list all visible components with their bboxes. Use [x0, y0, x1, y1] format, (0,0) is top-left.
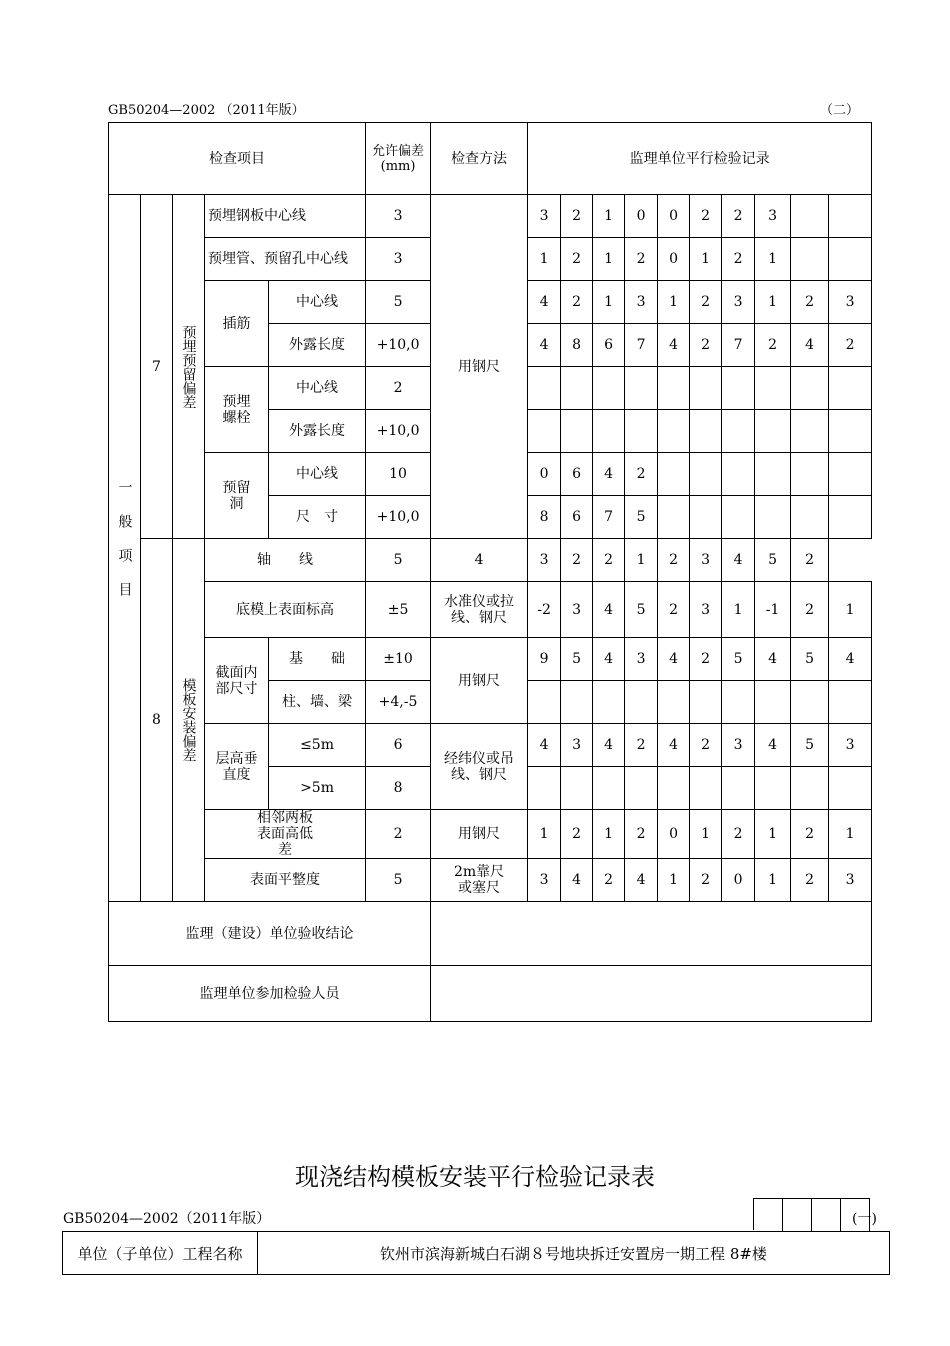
record-cell: 1: [690, 238, 722, 281]
record-cell: [791, 767, 829, 810]
record-cell: 3: [561, 724, 593, 767]
record-cell: [658, 367, 690, 410]
record-cell: [528, 367, 561, 410]
record-cell: 4: [593, 582, 625, 638]
standard-code-bottom: GB50204—2002（2011年版）: [63, 1211, 271, 1227]
conclusion-row: [109, 902, 872, 966]
record-cell: 2: [791, 810, 829, 859]
row-name: ≤5m: [269, 724, 366, 767]
record-cell: 4: [528, 324, 561, 367]
record-cell: [690, 681, 722, 724]
record-cell: 2: [722, 195, 755, 238]
number-box[interactable]: [783, 1198, 812, 1231]
number-box[interactable]: [754, 1198, 783, 1231]
record-cell: [755, 681, 791, 724]
record-cell: [791, 496, 829, 539]
record-cell: 7: [722, 324, 755, 367]
row-tolerance: +10,0: [366, 324, 431, 367]
record-cell: 1: [625, 539, 658, 582]
record-cell: 4: [829, 638, 872, 681]
record-cell: [593, 681, 625, 724]
record-cell: 4: [593, 724, 625, 767]
table-row: [109, 195, 872, 238]
record-cell: [625, 367, 658, 410]
record-cell: [722, 453, 755, 496]
record-cell: [625, 681, 658, 724]
record-cell: 1: [690, 810, 722, 859]
inspection-table: [108, 122, 872, 1022]
record-cell: [658, 410, 690, 453]
record-cell: 2: [690, 638, 722, 681]
record-cell: [690, 367, 722, 410]
personnel-row: [109, 966, 872, 1022]
table-row: [109, 810, 872, 859]
row-name: 尺 寸: [269, 496, 366, 539]
row-tolerance: 5: [366, 281, 431, 324]
record-cell: [593, 410, 625, 453]
record-cell: [722, 496, 755, 539]
row-name: 外露长度: [269, 324, 366, 367]
general-items-label: 一般项目: [109, 195, 141, 902]
record-cell: [722, 681, 755, 724]
record-cell: 2: [791, 859, 829, 902]
record-cell: 2: [690, 859, 722, 902]
record-cell: 4: [658, 324, 690, 367]
record-cell: 9: [528, 638, 561, 681]
row-group: 预留洞: [205, 453, 269, 539]
record-cell: 3: [528, 859, 561, 902]
record-cell: [658, 681, 690, 724]
table-row: [109, 638, 872, 681]
record-cell: 4: [658, 724, 690, 767]
record-cell: 2: [690, 281, 722, 324]
row-name: >5m: [269, 767, 366, 810]
record-cell: 4: [791, 324, 829, 367]
record-cell: 2: [561, 238, 593, 281]
record-cell: 5: [625, 496, 658, 539]
record-cell: 4: [658, 638, 690, 681]
record-cell: 2: [561, 539, 593, 582]
section-number: 7: [141, 195, 173, 539]
record-cell: [755, 767, 791, 810]
record-cell: 6: [561, 453, 593, 496]
personnel-label: 监理单位参加检验人员: [109, 966, 431, 1022]
record-cell: 6: [593, 324, 625, 367]
record-cell: 3: [722, 281, 755, 324]
record-cell: 6: [561, 496, 593, 539]
row-tolerance: 8: [366, 767, 431, 810]
record-cell: [528, 410, 561, 453]
record-cell: [561, 767, 593, 810]
row-method: 经纬仪或吊线、钢尺: [431, 724, 528, 810]
record-cell: 8: [561, 324, 593, 367]
header-row: [109, 123, 872, 195]
row-method: 2m靠尺或塞尺: [431, 859, 528, 902]
record-cell: 5: [722, 638, 755, 681]
record-cell: 7: [593, 496, 625, 539]
row-tolerance: 3: [366, 195, 431, 238]
record-cell: 2: [625, 238, 658, 281]
record-cell: [791, 367, 829, 410]
conclusion-label: 监理（建设）单位验收结论: [109, 902, 431, 966]
record-cell: 2: [690, 724, 722, 767]
record-cell: [625, 767, 658, 810]
record-cell: 2: [690, 324, 722, 367]
record-cell: 1: [528, 238, 561, 281]
table-row: [109, 539, 872, 582]
record-cell: 4: [431, 539, 528, 582]
row-group: 层高垂直度: [205, 724, 269, 810]
row-name: 底模上表面标高: [205, 582, 366, 638]
row-group: 插筋: [205, 281, 269, 367]
record-cell: [791, 681, 829, 724]
unit-name-value: 钦州市滨海新城白石湖８号地块拆迁安置房一期工程 8#楼: [258, 1232, 890, 1275]
header-item: 检查项目: [109, 123, 366, 195]
header-method: 检查方法: [431, 123, 528, 195]
record-cell: 4: [528, 281, 561, 324]
record-cell: 1: [658, 281, 690, 324]
record-cell: 4: [722, 539, 755, 582]
record-cell: 2: [658, 582, 690, 638]
record-cell: 4: [528, 724, 561, 767]
record-cell: 3: [690, 582, 722, 638]
record-cell: [722, 767, 755, 810]
record-cell: 5: [755, 539, 791, 582]
record-cell: 3: [722, 724, 755, 767]
record-cell: -1: [755, 582, 791, 638]
record-cell: [829, 410, 872, 453]
row-name: 柱、墙、梁: [269, 681, 366, 724]
record-cell: [658, 767, 690, 810]
record-cell: 1: [755, 810, 791, 859]
record-cell: 3: [528, 195, 561, 238]
record-cell: 1: [755, 238, 791, 281]
record-cell: 3: [690, 539, 722, 582]
record-cell: 0: [658, 195, 690, 238]
row-tolerance: ±5: [366, 582, 431, 638]
record-cell: 0: [658, 810, 690, 859]
record-cell: [690, 410, 722, 453]
record-cell: 2: [593, 859, 625, 902]
record-cell: [829, 767, 872, 810]
row-tolerance: +4,-5: [366, 681, 431, 724]
record-cell: 1: [528, 810, 561, 859]
record-cell: 5: [561, 638, 593, 681]
row-name: 中心线: [269, 367, 366, 410]
record-cell: 2: [658, 539, 690, 582]
record-cell: [528, 681, 561, 724]
row-tolerance: 5: [366, 539, 431, 582]
page-number-top: （二）: [820, 103, 860, 118]
record-cell: 0: [528, 453, 561, 496]
record-cell: 3: [755, 195, 791, 238]
section-number: 8: [141, 539, 173, 902]
record-cell: [722, 410, 755, 453]
row-tolerance: 3: [366, 238, 431, 281]
record-cell: 2: [791, 582, 829, 638]
row-tolerance: 10: [366, 453, 431, 496]
record-cell: [791, 238, 829, 281]
record-cell: 1: [593, 238, 625, 281]
header-tolerance: 允许偏差(mm): [366, 123, 431, 195]
record-cell: [625, 410, 658, 453]
table-row: [109, 724, 872, 767]
row-tolerance: 2: [366, 810, 431, 859]
record-cell: 4: [755, 724, 791, 767]
record-cell: [829, 367, 872, 410]
row-tolerance: 5: [366, 859, 431, 902]
record-cell: 3: [561, 582, 593, 638]
record-cell: 1: [829, 582, 872, 638]
record-cell: 5: [791, 638, 829, 681]
record-cell: 3: [829, 281, 872, 324]
record-cell: [561, 681, 593, 724]
record-cell: 2: [561, 195, 593, 238]
record-cell: 1: [722, 582, 755, 638]
record-cell: 2: [561, 810, 593, 859]
record-cell: [658, 453, 690, 496]
record-cell: [593, 367, 625, 410]
record-cell: [722, 367, 755, 410]
row-name: 预埋钢板中心线: [205, 195, 366, 238]
record-cell: [829, 496, 872, 539]
record-cell: 1: [593, 281, 625, 324]
record-cell: [658, 496, 690, 539]
record-cell: 3: [625, 281, 658, 324]
record-cell: 2: [791, 539, 829, 582]
row-tolerance: +10,0: [366, 410, 431, 453]
record-cell: 1: [755, 281, 791, 324]
row-method: 用钢尺: [431, 810, 528, 859]
row-tolerance: 2: [366, 367, 431, 410]
record-cell: [791, 453, 829, 496]
conclusion-field[interactable]: [431, 902, 872, 966]
record-cell: 0: [658, 238, 690, 281]
row-name: 表面平整度: [205, 859, 366, 902]
record-cell: 8: [528, 496, 561, 539]
record-cell: 3: [829, 859, 872, 902]
row-name: 中心线: [269, 453, 366, 496]
record-cell: 3: [625, 638, 658, 681]
record-cell: 2: [755, 324, 791, 367]
record-cell: [755, 367, 791, 410]
record-cell: 3: [829, 724, 872, 767]
record-cell: 5: [791, 724, 829, 767]
record-cell: 2: [625, 810, 658, 859]
record-cell: [791, 195, 829, 238]
record-cell: 2: [829, 324, 872, 367]
row-tolerance: ±10: [366, 638, 431, 681]
record-cell: -2: [528, 582, 561, 638]
record-cell: 1: [755, 859, 791, 902]
record-cell: 0: [625, 195, 658, 238]
row-tolerance: +10,0: [366, 496, 431, 539]
record-cell: 4: [593, 453, 625, 496]
row-method: 用钢尺: [431, 638, 528, 724]
record-cell: 2: [722, 238, 755, 281]
record-cell: [755, 453, 791, 496]
unit-name-label: 单位（子单位）工程名称: [63, 1232, 258, 1275]
record-cell: 2: [722, 810, 755, 859]
record-cell: 4: [561, 859, 593, 902]
record-cell: [791, 410, 829, 453]
table-row: [109, 582, 872, 638]
record-cell: [561, 410, 593, 453]
record-cell: [829, 238, 872, 281]
row-name: 中心线: [269, 281, 366, 324]
row-group: 预埋螺栓: [205, 367, 269, 453]
row-method: 水准仪或拉线、钢尺: [431, 582, 528, 638]
row-tolerance: 6: [366, 724, 431, 767]
row-group: 截面内部尺寸: [205, 638, 269, 724]
row-name: 轴 线: [205, 539, 366, 582]
number-box[interactable]: [812, 1198, 841, 1231]
record-cell: [755, 496, 791, 539]
record-cell: [561, 367, 593, 410]
record-cell: 2: [561, 281, 593, 324]
record-cell: 2: [593, 539, 625, 582]
row-name: 预埋管、预留孔中心线: [205, 238, 366, 281]
row-name: 相邻两板表面高低差: [205, 810, 366, 859]
record-cell: 2: [690, 195, 722, 238]
record-cell: 2: [791, 281, 829, 324]
section-title: 预埋预留偏差: [173, 195, 205, 539]
unit-table: [62, 1231, 890, 1275]
record-cell: 4: [593, 638, 625, 681]
record-cell: 1: [593, 810, 625, 859]
row-name: 外露长度: [269, 410, 366, 453]
record-cell: [528, 767, 561, 810]
record-cell: 5: [625, 582, 658, 638]
record-cell: 1: [593, 195, 625, 238]
record-cell: 0: [722, 859, 755, 902]
record-cell: [593, 767, 625, 810]
standard-code-top: GB50204—2002 （2011年版）: [108, 103, 305, 118]
record-cell: 2: [625, 724, 658, 767]
record-cell: [690, 496, 722, 539]
record-cell: 2: [625, 453, 658, 496]
record-cell: [829, 681, 872, 724]
record-cell: 4: [625, 859, 658, 902]
personnel-field[interactable]: [431, 966, 872, 1022]
record-cell: [690, 453, 722, 496]
record-cell: [829, 195, 872, 238]
row-name: 基 础: [269, 638, 366, 681]
record-cell: [755, 410, 791, 453]
record-cell: 4: [755, 638, 791, 681]
section-title: 模板安装偏差: [173, 539, 205, 902]
record-cell: [829, 453, 872, 496]
record-cell: 1: [829, 810, 872, 859]
row-method: 用钢尺: [431, 195, 528, 539]
form-title: 现浇结构模板安装平行检验记录表: [295, 1163, 655, 1191]
record-cell: 3: [528, 539, 561, 582]
record-cell: 7: [625, 324, 658, 367]
record-cell: [690, 767, 722, 810]
page-number-bottom: (一): [852, 1211, 877, 1227]
record-cell: 1: [658, 859, 690, 902]
table-row: [109, 859, 872, 902]
header-record: 监理单位平行检验记录: [528, 123, 872, 195]
